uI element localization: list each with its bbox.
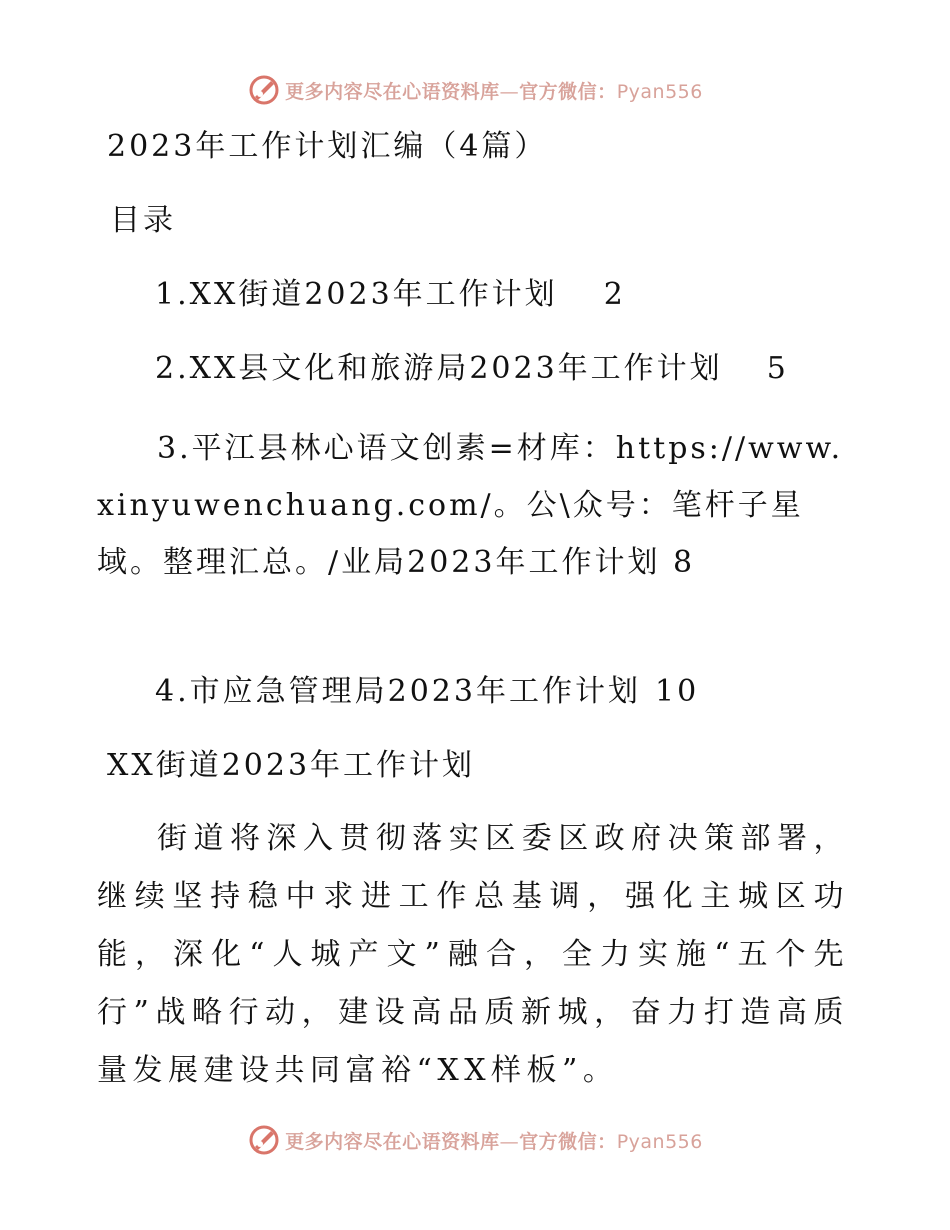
toc-item-page: 10 [654, 674, 700, 709]
watermark-logo-icon [247, 1123, 281, 1157]
toc-item-page: 5 [766, 351, 789, 386]
toc-item-text: 4.市应急管理局2023年工作计划 [155, 674, 641, 709]
toc-item-page: 8 [673, 545, 696, 580]
document-title: 2023年工作计划汇编（4篇） [107, 129, 548, 164]
watermark-text: 更多内容尽在心语资料库—官方微信：Pyan556 [285, 1130, 703, 1153]
toc-item-text: 2.XX县文化和旅游局2023年工作计划 [155, 351, 723, 386]
toc-item-text: 3.平江县林心语文创素=材库：https://www.xinyuwenchuang.com/。公\众号：笔杆子星域。整理汇总。/业局2023年工作计划 [97, 431, 844, 580]
body-paragraph: 街道将深入贯彻落实区委区政府决策部署，继续坚持稳中求进工作总基调，强化主城区功能，深化“人城产文”融合，全力实施“五个先行”战略行动，建设高品质新城，奋力打造高质量发展建设共同富裕“XX样板”。 [97, 821, 849, 1088]
section-title: XX街道2023年工作计划 [107, 748, 476, 783]
toc-item [97, 420, 849, 591]
toc-heading: 目录 [110, 203, 176, 238]
watermark-footer [0, 1120, 950, 1160]
watermark-header [0, 70, 950, 110]
toc-item-text: 1.XX街道2023年工作计划 [155, 277, 558, 312]
toc-item [155, 349, 789, 389]
watermark-text: 更多内容尽在心语资料库—官方微信：Pyan556 [285, 80, 703, 103]
watermark-logo-icon [247, 73, 281, 107]
toc-item [155, 275, 626, 315]
toc-item [155, 672, 699, 712]
toc-item-page: 2 [603, 277, 626, 312]
